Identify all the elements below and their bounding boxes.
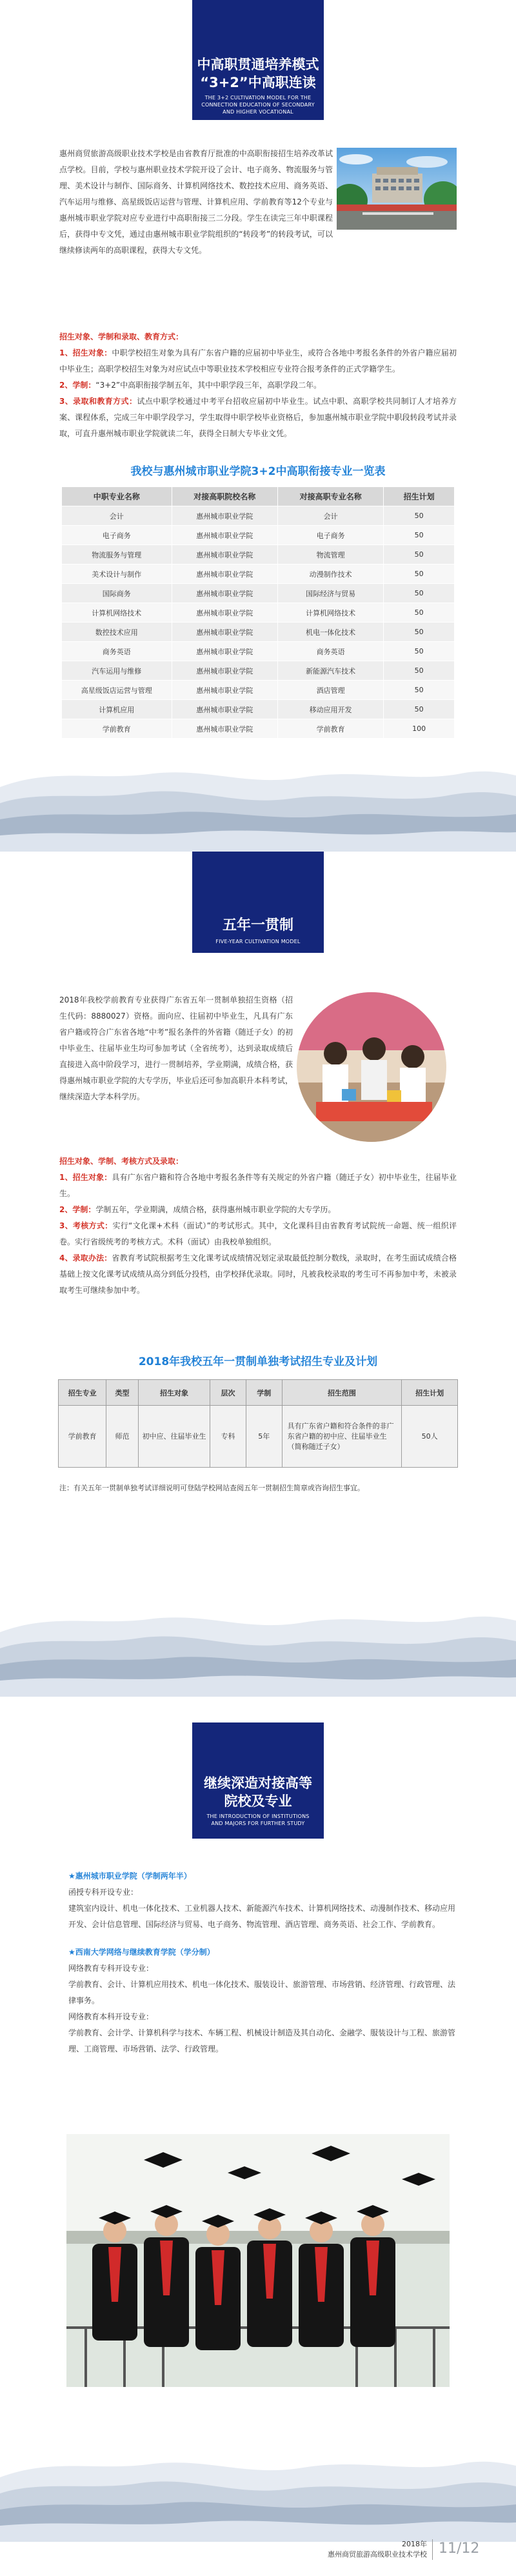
table-cell: 国际商务	[62, 584, 172, 603]
table-row	[62, 545, 455, 564]
table-row	[62, 506, 455, 526]
table-row	[62, 526, 455, 545]
table-cell: 惠州城市职业学院	[172, 526, 277, 545]
item-label: 2、学制：	[59, 1205, 96, 1214]
section1-item	[59, 377, 457, 394]
table-cell: 50	[384, 661, 455, 681]
table-header: 中职专业名称	[62, 487, 172, 506]
section1-subhead: 招生对象、学制和录取、教育方式：	[59, 332, 184, 341]
school2-head: ★西南大学网络与继续教育学院（学分制）	[68, 1948, 215, 1957]
section2-note: 注：有关五年一贯制单独考试详细说明可登陆学校网站查阅五年一贯制招生简章或咨询招生事宜。	[59, 1484, 364, 1492]
section-title-block	[192, 1722, 324, 1839]
section1-details	[59, 329, 457, 442]
section-title-en: FIVE-YEAR CULTIVATION MODEL	[215, 939, 301, 944]
section-title-en: THE 3+2 CULTIVATION MODEL FOR THE CONNECTION EDUCATION OF SECONDARY AND HIGHER VOCATIONAL	[201, 95, 315, 115]
section2-intro	[59, 992, 293, 1105]
table-cell: 物流管理	[277, 545, 383, 564]
table-cell: 惠州城市职业学院	[172, 642, 277, 661]
school2-text1: 学前教育、会计、计算机应用技术、机电一体化技术、服装设计、旅游管理、市场营销、经济管理、行政管理、法律事务。	[68, 1980, 456, 2005]
page-number: 11/12	[439, 2541, 480, 2557]
table-row	[62, 661, 455, 681]
table-row	[62, 603, 455, 623]
table-cell: 50	[384, 623, 455, 642]
school2-sub2: 网络教育本科开设专业：	[68, 2012, 154, 2021]
item-text: 试点中职学校通过中考平台招收应届初中毕业生。试点中职、高职学校共同制订人才培养方案、课程体系，完成三年中职学段学习，学生取得中职学校毕业资格后，参加惠州城市职业学院中职段转段考试并录取，可直升惠州城市职业学院就读二年，获得全日制大专毕业文凭。	[59, 397, 457, 438]
section-title: 五年一贯制	[222, 917, 293, 934]
table-cell: 50人	[402, 1406, 458, 1468]
table-cell: 惠州城市职业学院	[172, 681, 277, 700]
graduates-photo	[66, 2134, 450, 2387]
table-row	[62, 623, 455, 642]
table-header: 招生计划	[384, 487, 455, 506]
table-header: 招生计划	[402, 1380, 458, 1406]
item-label: 1、招生对象：	[59, 1173, 112, 1182]
school1-head: ★惠州城市职业学院（学制两年半）	[68, 1872, 192, 1881]
table-cell: 5年	[246, 1406, 282, 1468]
mountain-decoration	[0, 2432, 516, 2542]
table-row	[62, 681, 455, 700]
table-cell: 惠州城市职业学院	[172, 545, 277, 564]
footer-divider	[432, 2539, 433, 2560]
table-cell: 计算机网络技术	[277, 603, 383, 623]
table-cell: 具有广东省户籍和符合条件的非广东省户籍的初中应、往届毕业生（简称随迁子女）	[282, 1406, 402, 1468]
page-section-3plus2	[0, 0, 516, 852]
table-cell: 国际经济与贸易	[277, 584, 383, 603]
table-row	[59, 1406, 458, 1468]
section-title-en: THE INTRODUCTION OF INSTITUTIONS AND MAJORS FOR FURTHER STUDY	[206, 1813, 310, 1826]
table-cell: 机电一体化技术	[277, 623, 383, 642]
item-label: 3、录取和教育方式：	[59, 397, 137, 406]
table-cell: 100	[384, 719, 455, 739]
table-header: 类型	[106, 1380, 139, 1406]
mountain-decoration	[0, 742, 516, 852]
table-cell: 酒店管理	[277, 681, 383, 700]
table-cell: 物流服务与管理	[62, 545, 172, 564]
table-cell: 商务英语	[277, 642, 383, 661]
table-cell: 数控技术应用	[62, 623, 172, 642]
section2-details	[59, 1153, 457, 1299]
section1-intro-left	[59, 146, 333, 259]
table-cell: 计算机网络技术	[62, 603, 172, 623]
table-cell: 惠州城市职业学院	[172, 584, 277, 603]
table-cell: 50	[384, 584, 455, 603]
table-cell: 惠州城市职业学院	[172, 603, 277, 623]
table-row	[62, 700, 455, 719]
table-cell: 高星级饭店运营与管理	[62, 681, 172, 700]
table-cell: 50	[384, 506, 455, 526]
item-label: 1、招生对象：	[59, 348, 112, 357]
section-title-line1: 中高职贯通培养模式	[197, 57, 319, 72]
table-cell: 电子商务	[277, 526, 383, 545]
table-cell: 新能源汽车技术	[277, 661, 383, 681]
section2-subhead: 招生对象、学制、考核方式及录取：	[59, 1157, 184, 1166]
table-cell: 惠州城市职业学院	[172, 661, 277, 681]
table-cell: 50	[384, 642, 455, 661]
mountain-decoration	[0, 1587, 516, 1697]
table-cell: 50	[384, 564, 455, 584]
item-label: 2、学制：	[59, 381, 96, 390]
table-header: 招生对象	[138, 1380, 210, 1406]
table-cell: 汽车运用与维修	[62, 661, 172, 681]
table-row	[62, 584, 455, 603]
table-row	[62, 564, 455, 584]
item-text: “3+2”中高职衔接学制五年，其中中职学段三年，高职学段二年。	[95, 381, 322, 390]
item-text: 学制五年，学业期满，成绩合格，获得惠州城市职业学院的大专学历。	[95, 1205, 336, 1214]
table-cell: 惠州城市职业学院	[172, 719, 277, 739]
item-label: 4、录取办法：	[59, 1253, 112, 1263]
table-row	[62, 719, 455, 739]
students-photo	[297, 992, 446, 1142]
page-section-five-year	[0, 852, 516, 1703]
table-cell: 惠州城市职业学院	[172, 623, 277, 642]
item-text: 实行“文化课+术科（面试）”的考试形式。其中，文化课科目由省教育考试院统一命题、统一组织评卷。实行省级统考的考核方式。术科（面试）由我校单独组织。	[59, 1221, 457, 1246]
footer-school: 惠州商贸旅游高级职业技术学校	[328, 2550, 427, 2559]
table-header: 招生专业	[59, 1380, 106, 1406]
section2-intro-text: 2018年我校学前教育专业获得广东省五年一贯制单独招生资格（招生代码：8880027）资格。面向应、往届初中毕业生，凡具有广东省户籍或符合广东省各地“中考”报名条件的外省籍（随迁子女）的初中毕业生、往届毕业生均可参加考试（全省统考），达到录取成绩后直接进入高中阶段学习，进行一贯制培养，学业期满，成绩合格，获得惠州城市职业学院的大专学历，毕业后还可参加高职升本科考试，继续深造大学本科学历。	[59, 995, 293, 1101]
school1-sub: 函授专科开设专业：	[68, 1888, 139, 1897]
table-cell: 学前教育	[62, 719, 172, 739]
school1-text: 建筑室内设计、机电一体化技术、工业机器人技术、新能源汽车技术、计算机网络技术、动漫制作技术、移动应用开发、会计信息管理、国际经济与贸易、电子商务、物流管理、酒店管理、商务英语、社会工作、学前教育。	[68, 1904, 456, 1929]
item-label: 3、考核方式：	[59, 1221, 113, 1230]
section-title-line1: 继续深造对接高等	[204, 1775, 312, 1791]
table-cell: 专科	[210, 1406, 246, 1468]
section-title-block	[192, 852, 324, 953]
table-cell: 移动应用开发	[277, 700, 383, 719]
item-text: 具有广东省户籍和符合各地中考报名条件等有关规定的外省户籍（随迁子女）初中毕业生，往届毕业生。	[59, 1173, 457, 1198]
table-header: 对接高职专业名称	[277, 487, 383, 506]
majors-table	[61, 486, 455, 739]
table-header: 层次	[210, 1380, 246, 1406]
table-cell: 惠州城市职业学院	[172, 506, 277, 526]
table-cell: 商务英语	[62, 642, 172, 661]
table-cell: 师范	[106, 1406, 139, 1468]
table-cell: 计算机应用	[62, 700, 172, 719]
table-row	[62, 642, 455, 661]
table-cell: 50	[384, 700, 455, 719]
item-text: 省教育考试院根据考生文化课考试成绩情况划定录取最低控制分数线，录取时，在考生面试成绩合格基础上按文化课考试成绩从高分到低分投档，由学校择优录取。同时，凡被我校录取的考生可不再参加中考，未被录取考生可继续参加中考。	[59, 1253, 457, 1295]
section2-item	[59, 1170, 457, 1202]
section1-intro-text: 惠州商贸旅游高级职业技术学校是由省教育厅批准的中高职衔接招生培养改革试点学校。目前，学校与惠州职业技术学院开设了会计、电子商务、物流服务与管理、美术设计与制作、国际商务、计算机网络技术、数控技术应用、商务英语、汽车运用与维修、高星级饭店运营与管理、计算机应用、学前教育等12个专业与惠州城市职业学院对应专业进行中高职衔接三二分段。学生在读完三年中职课程后，获得中专文凭，通过由惠州城市职业学院组织的“转段考”的转段考试，可以继续修读两年的高职课程，获得大专文凭。	[59, 149, 333, 255]
table-header: 招生范围	[282, 1380, 402, 1406]
section2-item	[59, 1218, 457, 1250]
table2-title: 2018年我校五年一贯制单独考试招生专业及计划	[138, 1355, 378, 1368]
section2-item	[59, 1202, 457, 1218]
school2-sub1: 网络教育专科开设专业：	[68, 1964, 154, 1973]
table-cell: 50	[384, 545, 455, 564]
table-cell: 学前教育	[277, 719, 383, 739]
table1-title: 我校与惠州城市职业学院3+2中高职衔接专业一览表	[130, 465, 386, 478]
table-cell: 惠州城市职业学院	[172, 564, 277, 584]
table-cell: 美术设计与制作	[62, 564, 172, 584]
section-title-line2: 院校及专业	[224, 1793, 292, 1809]
table-cell: 会计	[62, 506, 172, 526]
five-year-table	[58, 1379, 458, 1468]
section1-item	[59, 345, 457, 377]
table-header: 对接高职院校名称	[172, 487, 277, 506]
table-cell: 初中应、往届毕业生	[138, 1406, 210, 1468]
section3-details	[68, 1868, 455, 2057]
item-text: 中职学校招生对象为具有广东省户籍的应届初中毕业生，或符合各地中考报名条件的外省户籍应届初中毕业生；高职学校招生对象为对应试点中等职业技术学校相应专业符合报考条件的正式学籍学生。	[59, 348, 457, 374]
table-cell: 50	[384, 603, 455, 623]
table-cell: 电子商务	[62, 526, 172, 545]
table-cell: 50	[384, 526, 455, 545]
footer-year: 2018年	[402, 2540, 427, 2548]
school2-text2: 学前教育、会计学、计算机科学与技术、车辆工程、机械设计制造及其自动化、金融学、服装设计与工程、旅游管理、工商管理、市场营销、法学、行政管理。	[68, 2028, 456, 2053]
table-cell: 50	[384, 681, 455, 700]
section1-item	[59, 394, 457, 442]
table-header-row	[59, 1380, 458, 1406]
table-cell: 会计	[277, 506, 383, 526]
page-section-further-study	[0, 1703, 516, 2576]
table-cell: 学前教育	[59, 1406, 106, 1468]
section2-item	[59, 1250, 457, 1299]
table-cell: 惠州城市职业学院	[172, 700, 277, 719]
section-title-line2: “3+2”中高职连读	[200, 75, 316, 90]
table-header-row	[62, 487, 455, 506]
section-title-block	[192, 0, 324, 120]
table-cell: 动漫制作技术	[277, 564, 383, 584]
footer-text	[277, 2539, 427, 2560]
campus-photo	[337, 148, 457, 230]
table-header: 学制	[246, 1380, 282, 1406]
